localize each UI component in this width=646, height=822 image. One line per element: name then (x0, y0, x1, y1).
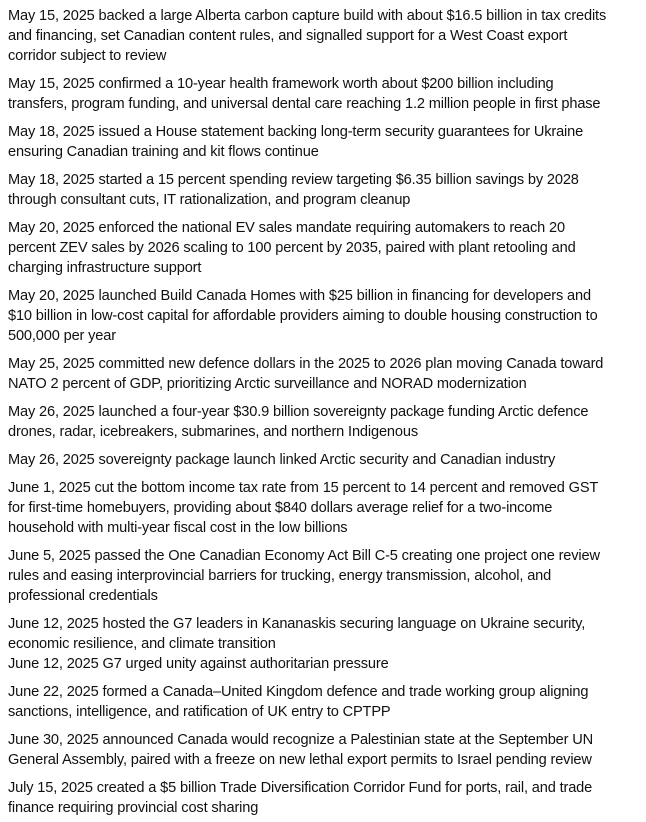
entry-text-line: charging infrastructure support (8, 260, 202, 276)
entry-text-line: 500,000 per year (8, 328, 116, 344)
entry-text-line: for first-time homebuyers, providing about $840 dollars average relief for a two-income (8, 500, 553, 516)
entry-text-line: transfers, program funding, and universal dental care reaching 1.2 million people in first phase (8, 96, 601, 112)
timeline-entry (8, 170, 646, 210)
timeline-entry (8, 122, 646, 162)
entry-text-line: May 18, 2025 issued a House statement backing long-term security guarantees for Ukraine (8, 124, 584, 140)
entry-text-line: corridor subject to review (8, 48, 167, 64)
entry-text-line: household with multi-year fiscal cost in the low billions (8, 520, 348, 536)
entry-text-line: May 20, 2025 enforced the national EV sales mandate requiring automakers to reach 20 (8, 220, 565, 236)
entry-text-line: NATO 2 percent of GDP, prioritizing Arctic surveillance and NORAD modernization (8, 376, 527, 392)
entry-text-line: June 12, 2025 hosted the G7 leaders in Kananaskis securing language on Ukraine security, (8, 616, 586, 632)
entry-text-line: finance requiring provincial cost sharing (8, 800, 259, 816)
entry-text-line: General Assembly, paired with a freeze on new lethal export permits to Israel pending review (8, 752, 592, 768)
timeline-entry (8, 682, 646, 722)
entry-text-line: June 1, 2025 cut the bottom income tax rate from 15 percent to 14 percent and removed GST (8, 480, 599, 496)
entry-text-line: rules and easing interprovincial barriers for trucking, energy transmission, alcohol, and (8, 568, 552, 584)
entry-text-line: May 18, 2025 started a 15 percent spending review targeting $6.35 billion savings by 2028 (8, 172, 579, 188)
timeline-entry (8, 402, 646, 442)
entry-text-line: May 20, 2025 launched Build Canada Homes with $25 billion in financing for developers and (8, 288, 591, 304)
timeline-entry (8, 478, 646, 538)
timeline-entry (8, 450, 646, 470)
entry-text-line: June 12, 2025 G7 urged unity against authoritarian pressure (8, 656, 389, 672)
entry-text-line: drones, radar, icebreakers, submarines, and northern Indigenous (8, 424, 418, 440)
entry-text-line: and financing, set Canadian content rules, and signalled support for a West Coast export (8, 28, 568, 44)
timeline-entry (8, 614, 646, 654)
timeline-entry (8, 778, 646, 818)
entry-text-line: July 15, 2025 created a $5 billion Trade Diversification Corridor Fund for ports, rail, and trade (8, 780, 593, 796)
entry-text-line: May 25, 2025 committed new defence dollars in the 2025 to 2026 plan moving Canada toward (8, 356, 604, 372)
entry-text-line: percent ZEV sales by 2026 scaling to 100 percent by 2035, paired with plant retooling and (8, 240, 576, 256)
entry-text-line: May 26, 2025 sovereignty package launch linked Arctic security and Canadian industry (8, 452, 556, 468)
entry-text-line: May 15, 2025 backed a large Alberta carbon capture build with about $16.5 billion in tax credits (8, 8, 607, 24)
entry-text-line: $10 billion in low-cost capital for affordable providers aiming to double housing construction to (8, 308, 598, 324)
entry-text-line: May 15, 2025 confirmed a 10-year health framework worth about $200 billion including (8, 76, 554, 92)
entry-text-line: professional credentials (8, 588, 158, 604)
timeline-entry (8, 546, 646, 606)
entry-text-line: economic resilience, and climate transition (8, 636, 276, 652)
entry-text-line: June 5, 2025 passed the One Canadian Economy Act Bill C-5 creating one project one review (8, 548, 600, 564)
timeline-entry (8, 74, 646, 114)
entry-text-line: June 22, 2025 formed a Canada–United Kingdom defence and trade working group aligning (8, 684, 589, 700)
timeline-entry (8, 6, 646, 66)
timeline-entry (8, 354, 646, 394)
entry-text-line: June 30, 2025 announced Canada would recognize a Palestinian state at the September UN (8, 732, 594, 748)
entry-text-line: May 26, 2025 launched a four-year $30.9 billion sovereignty package funding Arctic defence (8, 404, 589, 420)
entry-text-line: sanctions, intelligence, and ratification of UK entry to CPTPP (8, 704, 391, 720)
timeline-entry (8, 286, 646, 346)
timeline-entry (8, 654, 646, 674)
timeline-entry (8, 730, 646, 770)
entry-text-line: ensuring Canadian training and kit flows continue (8, 144, 319, 160)
timeline-entry (8, 218, 646, 278)
entry-text-line: through consultant cuts, IT rationalization, and program cleanup (8, 192, 411, 208)
